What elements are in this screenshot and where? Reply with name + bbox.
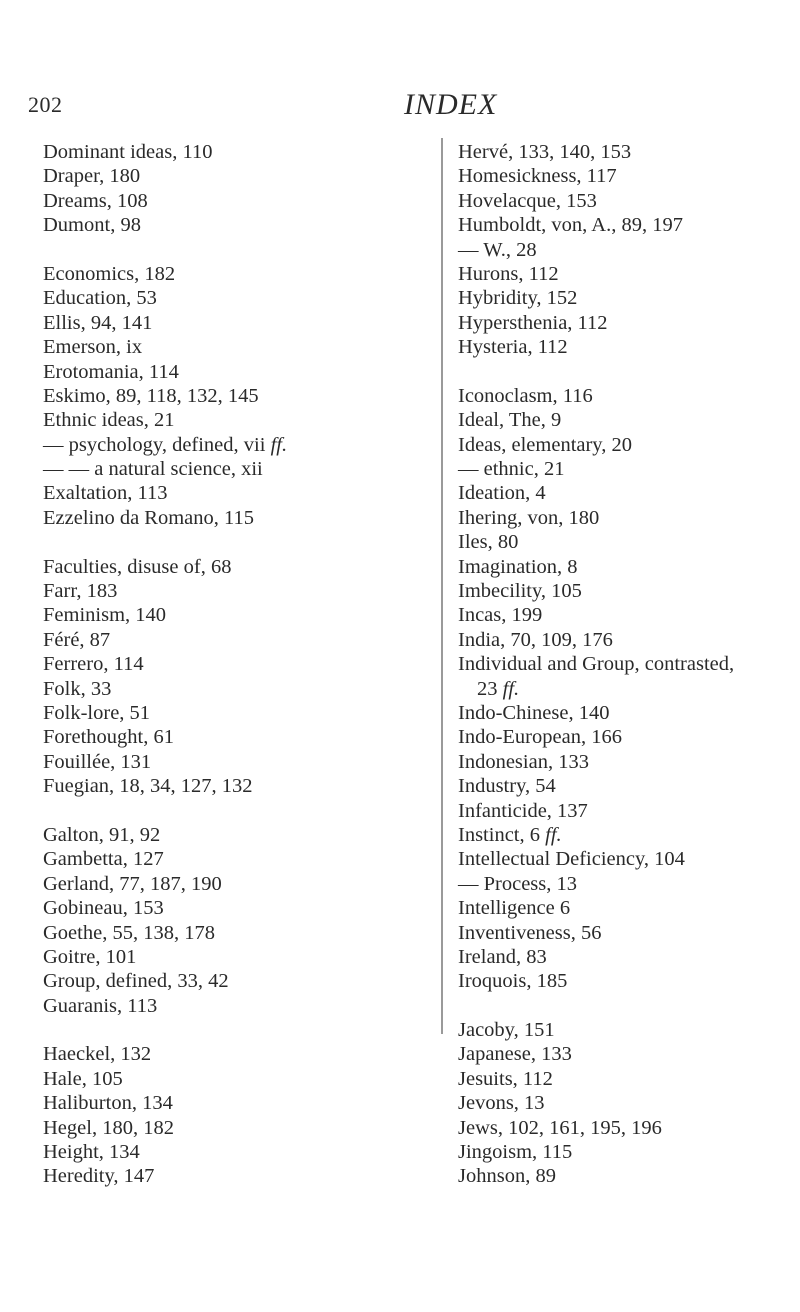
index-entry: Height, 134 bbox=[43, 1141, 140, 1164]
index-entry: Inventiveness, 56 bbox=[458, 921, 602, 944]
index-entry: Indo-Chinese, 140 bbox=[458, 701, 610, 724]
index-entry: Eskimo, 89, 118, 132, 145 bbox=[43, 384, 259, 407]
index-entry: Individual and Group, contrasted, bbox=[458, 653, 735, 676]
index-entry: Iroquois, 185 bbox=[458, 970, 568, 993]
index-entry: — ethnic, 21 bbox=[458, 458, 565, 481]
index-entry: Imagination, 8 bbox=[458, 555, 578, 578]
index-entry: Hybridity, 152 bbox=[458, 287, 578, 310]
index-column-left bbox=[43, 140, 287, 1189]
index-entry: Instinct, 6 ff. bbox=[458, 823, 562, 846]
index-entry: Dominant ideas, 110 bbox=[43, 141, 213, 163]
index-entry: Economics, 182 bbox=[43, 262, 176, 285]
index-entry: Japanese, 133 bbox=[458, 1043, 572, 1066]
index-entry: Goethe, 55, 138, 178 bbox=[43, 921, 215, 944]
index-entry: Intelligence 6 bbox=[458, 897, 571, 920]
index-entry: — psychology, defined, vii ff. bbox=[43, 433, 288, 456]
page-number: 202 bbox=[28, 92, 63, 117]
index-entry: Gobineau, 153 bbox=[43, 897, 164, 920]
index-entry: Ferrero, 114 bbox=[43, 653, 144, 676]
index-entry: Ihering, von, 180 bbox=[458, 506, 600, 529]
index-entry: Intellectual Deficiency, 104 bbox=[458, 848, 685, 871]
index-entry: Haliburton, 134 bbox=[43, 1092, 173, 1115]
index-entry: 23 ff. bbox=[477, 677, 520, 700]
index-entry: Dreams, 108 bbox=[43, 189, 148, 212]
index-entry: Exaltation, 113 bbox=[43, 482, 168, 505]
index-entry: Folk, 33 bbox=[43, 677, 112, 700]
index-entry: Gambetta, 127 bbox=[43, 848, 164, 871]
index-entry: Hegel, 180, 182 bbox=[43, 1116, 174, 1139]
index-entry: — — a natural science, xii bbox=[43, 458, 263, 481]
index-entry: Iconoclasm, 116 bbox=[458, 384, 593, 407]
index-entry: Haeckel, 132 bbox=[43, 1043, 152, 1066]
index-entry: Jevons, 13 bbox=[458, 1092, 545, 1115]
running-title: INDEX bbox=[404, 88, 498, 121]
section-gap bbox=[43, 799, 287, 823]
index-entry: Hurons, 112 bbox=[458, 262, 559, 285]
index-entry: Hysteria, 112 bbox=[458, 336, 568, 359]
index-entry: Imbecility, 105 bbox=[458, 580, 582, 603]
index-entry: Folk-lore, 51 bbox=[43, 701, 151, 724]
index-entry: Hervé, 133, 140, 153 bbox=[458, 141, 632, 163]
index-entry: Incas, 199 bbox=[458, 604, 543, 627]
page-header bbox=[28, 88, 772, 128]
index-entry: Féré, 87 bbox=[43, 628, 111, 651]
index-entry: Dumont, 98 bbox=[43, 214, 141, 237]
index-entry: Industry, 54 bbox=[458, 775, 556, 798]
index-entry: Indo-European, 166 bbox=[458, 726, 622, 749]
index-entry: Farr, 183 bbox=[43, 580, 118, 603]
index-entry: Heredity, 147 bbox=[43, 1165, 155, 1188]
index-entry: Group, defined, 33, 42 bbox=[43, 970, 229, 993]
index-entry: Fuegian, 18, 34, 127, 132 bbox=[43, 775, 253, 798]
index-entry: — W., 28 bbox=[458, 238, 537, 261]
section-gap bbox=[458, 994, 734, 1018]
index-entry: Iles, 80 bbox=[458, 531, 519, 554]
index-entry: India, 70, 109, 176 bbox=[458, 628, 613, 651]
index-entry: Indonesian, 133 bbox=[458, 750, 589, 773]
index-entry: Ezzelino da Romano, 115 bbox=[43, 506, 255, 529]
column-gutter-line bbox=[441, 138, 443, 1034]
index-entry: Ethnic ideas, 21 bbox=[43, 409, 175, 432]
index-entry: Guaranis, 113 bbox=[43, 994, 158, 1017]
section-gap bbox=[458, 360, 734, 384]
index-entry: — Process, 13 bbox=[458, 872, 578, 895]
index-entry: Infanticide, 137 bbox=[458, 799, 588, 822]
index-entry: Homesickness, 117 bbox=[458, 165, 617, 188]
index-entry: Fouillée, 131 bbox=[43, 750, 152, 773]
index-entry: Johnson, 89 bbox=[458, 1165, 556, 1188]
index-entry: Hale, 105 bbox=[43, 1067, 123, 1090]
index-entry: Humboldt, von, A., 89, 197 bbox=[458, 214, 683, 237]
index-entry: Ideal, The, 9 bbox=[458, 409, 562, 432]
index-entry: Ellis, 94, 141 bbox=[43, 311, 153, 334]
index-entry: Hypersthenia, 112 bbox=[458, 311, 608, 334]
index-entry: Jesuits, 112 bbox=[458, 1067, 553, 1090]
section-gap bbox=[43, 238, 287, 262]
section-gap bbox=[43, 1018, 287, 1042]
index-entry: Ideas, elementary, 20 bbox=[458, 433, 632, 456]
section-gap bbox=[43, 530, 287, 554]
index-entry: Jews, 102, 161, 195, 196 bbox=[458, 1116, 662, 1139]
index-entry: Erotomania, 114 bbox=[43, 360, 179, 383]
index-entry: Ireland, 83 bbox=[458, 945, 547, 968]
index-entry: Gerland, 77, 187, 190 bbox=[43, 872, 222, 895]
index-entry: Education, 53 bbox=[43, 287, 157, 310]
index-entry: Emerson, ix bbox=[43, 336, 143, 359]
index-entry: Goitre, 101 bbox=[43, 945, 137, 968]
index-entry: Jingoism, 115 bbox=[458, 1141, 573, 1164]
index-entry: Jacoby, 151 bbox=[458, 1019, 555, 1042]
index-entry: Draper, 180 bbox=[43, 165, 141, 188]
index-entry: Faculties, disuse of, 68 bbox=[43, 555, 232, 578]
index-entry: Forethought, 61 bbox=[43, 726, 174, 749]
index-entry: Hovelacque, 153 bbox=[458, 189, 597, 212]
index-entry: Feminism, 140 bbox=[43, 604, 167, 627]
index-entry: Ideation, 4 bbox=[458, 482, 546, 505]
index-entry: Galton, 91, 92 bbox=[43, 823, 161, 846]
index-column-right bbox=[458, 140, 734, 1189]
